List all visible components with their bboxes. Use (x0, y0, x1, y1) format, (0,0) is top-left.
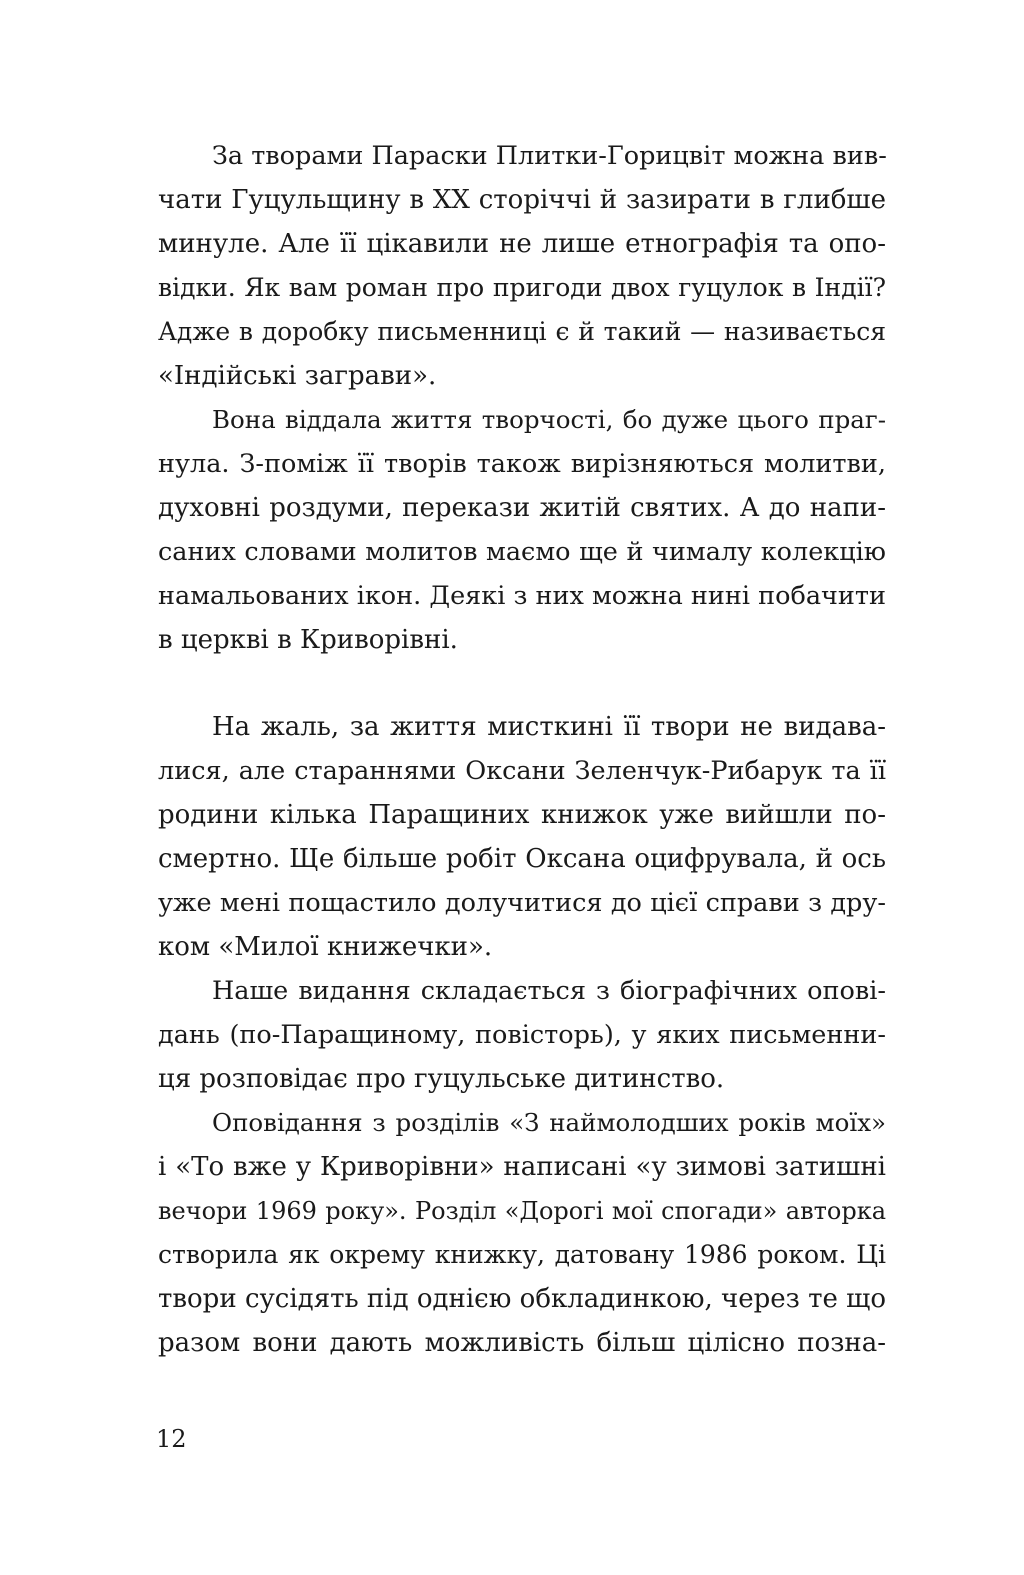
text-line: твори сусідять під однією обкладинкою, через те що (158, 1284, 886, 1314)
text-line: «Індійські заграви». (158, 361, 437, 391)
text-line: Наше видання складається з біографічних опові- (212, 976, 886, 1006)
page-number: 12 (156, 1425, 187, 1453)
text-line: створила як окрему книжку, датовану 1986 роком. Ці (158, 1240, 886, 1269)
text-line: Адже в доробку письменниці є й такий — називається (158, 317, 886, 346)
text-line: За творами Параски Плитки-Горицвіт можна вив- (212, 141, 887, 171)
text-line: смертно. Ще більше робіт Оксана оцифрувала, й ось (158, 844, 886, 874)
text-line: уже мені пощастило долучитися до цієї справи з дру- (158, 888, 886, 918)
text-line: відки. Як вам роман про пригоди двох гуцулок в Індії? (158, 273, 886, 302)
text-line: духовні роздуми, перекази житій святих. А до напи- (158, 493, 886, 523)
text-line: нула. З-поміж її творів також вирізняються молитви, (158, 449, 886, 479)
text-line: ком «Милої книжечки». (158, 932, 493, 962)
text-line: разом вони дають можливість більш цілісно позна- (158, 1328, 886, 1358)
text-line: дань (по-Паращиному, повісторь), у яких письменни- (158, 1020, 886, 1050)
text-line: лися, але стараннями Оксани Зеленчук-Рибарук та її (158, 756, 886, 786)
text-line: чати Гуцульщину в XX сторіччі й зазирати в глибше (158, 185, 886, 215)
text-line: намальованих ікон. Деякі з них можна нині побачити (158, 581, 887, 611)
text-line: ця розповідає про гуцульське дитинство. (158, 1064, 725, 1094)
text-line: і «То вже у Криворівни» написані «у зимові затишні (158, 1152, 886, 1182)
text-line: вечори 1969 року». Розділ «Дорогі мої спогади» авторка (158, 1197, 886, 1225)
text-line: в церкві в Криворівні. (158, 625, 458, 655)
text-line: Оповідання з розділів «З наймолодших років моїх» (212, 1108, 886, 1137)
text-line: саних словами молитов маємо ще й чималу колекцію (158, 537, 886, 567)
text-line: На жаль, за життя мисткині її твори не видава- (212, 712, 886, 742)
text-line: родини кілька Паращиних книжок уже вийшли по- (158, 800, 886, 830)
text-line: Вона віддала життя творчості, бо дуже цього праг- (212, 405, 886, 434)
text-line: минуле. Але її цікавили не лише етнографія та опо- (158, 229, 886, 259)
